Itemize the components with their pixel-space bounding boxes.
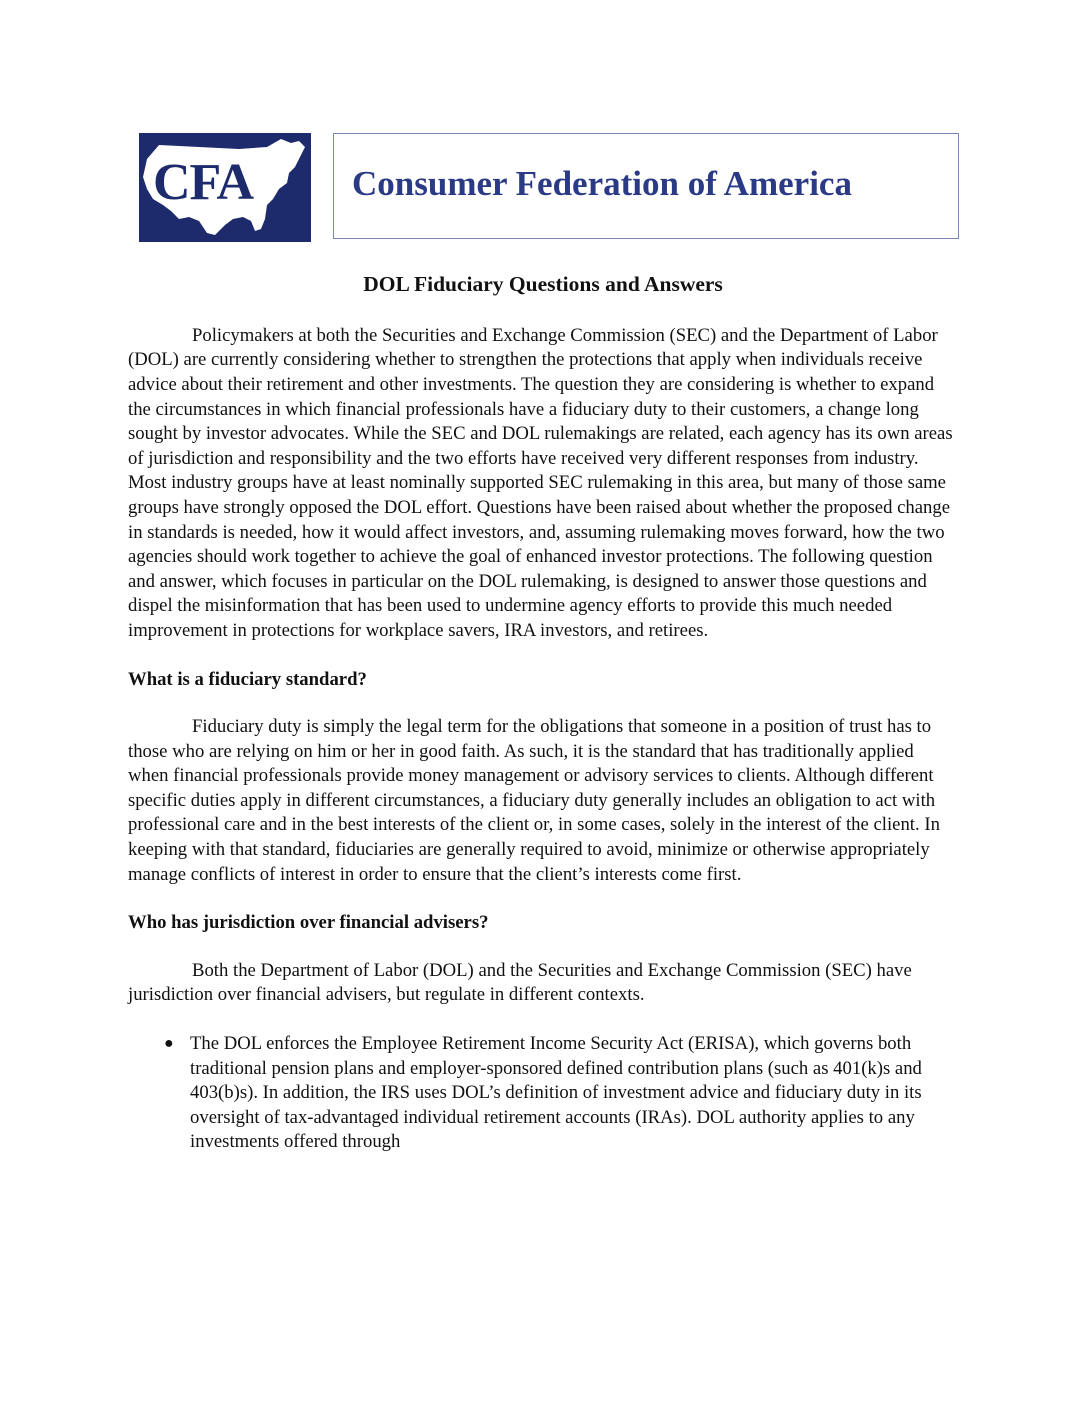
intro-paragraph: Policymakers at both the Securities and Exchange Commission (SEC) and the Department of Labor (DOL) are currently considering whether to strengthen the protections that apply when individuals receive advice about their retirement and other investments. The question they are considering is whether to expand the circumstances in which financial professionals have a fiduciary duty to their customers, a change long sought by investor advocates. While the SEC and DOL rulemakings are related, each agency has its own areas of jurisdiction and responsibility and the two efforts have received very different responses from industry. Most industry groups have at least nominally supported SEC rulemaking in this area, but many of those same groups have strongly opposed the DOL effort. Questions have been raised about whether the proposed change in standards is needed, how it would affect investors, and, assuming rulemaking moves forward, how the two agencies should work together to achieve the goal of enhanced investor protections. The following question and answer, which focuses in particular on the DOL rulemaking, is designed to answer those questions and dispel the misinformation that has been used to undermine agency efforts to provide this much needed improvement in protections for workplace savers, IRA investors, and retirees.: [128, 324, 953, 641]
logo-text: CFA: [153, 154, 254, 211]
org-name-box: [333, 133, 959, 239]
section-paragraph: Fiduciary duty is simply the legal term for the obligations that someone in a position of trust has to those who are relying on him or her in good faith. As such, it is the standard that has traditionally applied when financial professionals provide money management or advisory services to clients. Although different specific duties apply in different circumstances, a fiduciary duty generally includes an obligation to act with professional care and in the best interests of the client or, in some cases, solely in the interest of the client. In keeping with that standard, fiduciaries are generally required to avoid, minimize or otherwise appropriately manage conflicts of interest in order to ensure that the client’s interests come first.: [128, 716, 940, 885]
document-body: [128, 272, 958, 1155]
org-name: Consumer Federation of America: [352, 164, 852, 203]
letterhead: [139, 133, 961, 243]
list-item: [164, 1032, 958, 1155]
section-heading: Who has jurisdiction over financial advisers?: [128, 912, 489, 934]
bullet-list: [128, 1032, 958, 1155]
list-item-text: The DOL enforces the Employee Retirement Income Security Act (ERISA), which governs both traditional pension plans and employer-sponsored defined contribution plans (such as 401(k)s and 403(b)s). In addition, the IRS uses DOL’s definition of investment advice and fiduciary duty in its oversight of tax-advantaged individual retirement accounts (IRAs). DOL authority applies to any investments offered through: [190, 1033, 922, 1153]
section-heading: What is a fiduciary standard?: [128, 668, 367, 690]
section-paragraph: Both the Department of Labor (DOL) and the Securities and Exchange Commission (SEC) have jurisdiction over financial advisers, but regulate in different contexts.: [128, 959, 912, 1006]
document-title: DOL Fiduciary Questions and Answers: [363, 272, 723, 296]
bullet-icon: ●: [164, 1035, 174, 1053]
cfa-logo: [139, 133, 311, 242]
